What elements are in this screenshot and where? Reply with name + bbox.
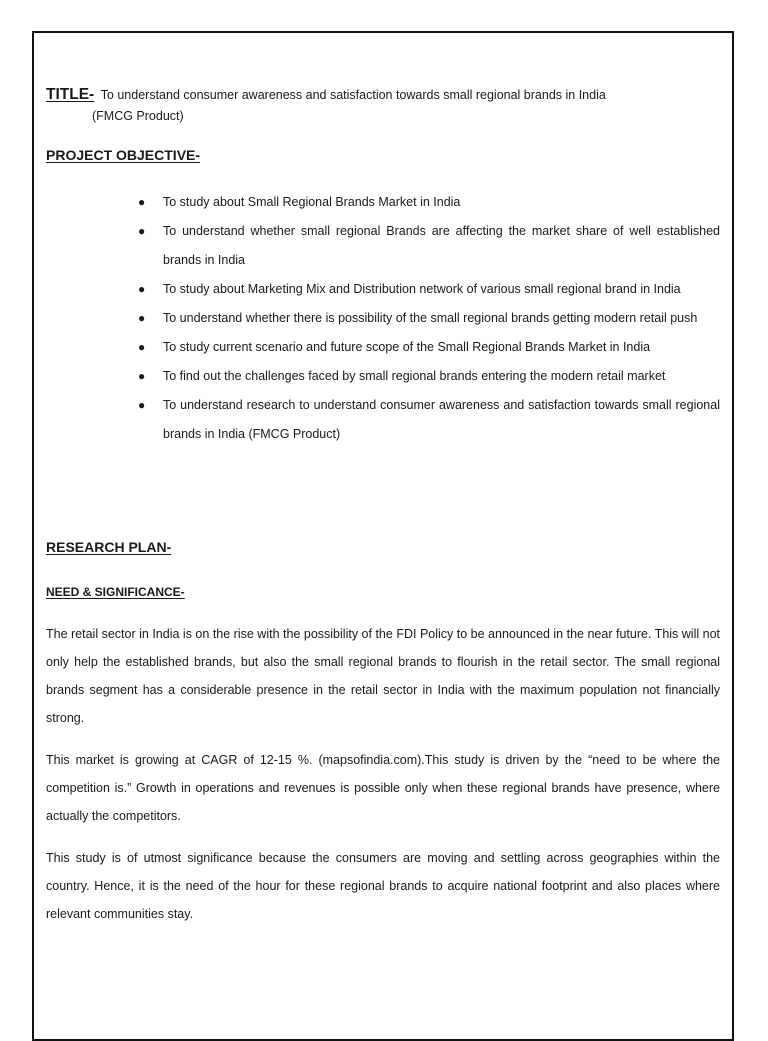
title-continuation: (FMCG Product) bbox=[92, 109, 184, 123]
list-item bbox=[136, 362, 720, 391]
list-item-text: To understand whether small regional Brands are affecting the market share of well established brands in India bbox=[163, 224, 720, 267]
paragraph-market-growth: This market is growing at CAGR of 12-15 %. (mapsofindia.com).This study is driven by the “need to be where the competition is.” Growth in operations and revenues is possible only when these regional brands have presence, where actually the competitors. bbox=[46, 753, 720, 823]
bullet-icon: ● bbox=[138, 311, 146, 325]
list-item-text: To find out the challenges faced by small regional brands entering the modern retail market bbox=[163, 369, 666, 383]
title-text: To understand consumer awareness and satisfaction towards small regional brands in India bbox=[100, 88, 606, 102]
objective-list bbox=[136, 188, 720, 449]
project-objective-heading: PROJECT OBJECTIVE- bbox=[46, 147, 201, 163]
list-item bbox=[136, 391, 720, 449]
bullet-icon: ● bbox=[138, 224, 146, 238]
list-item bbox=[136, 333, 720, 362]
research-plan-heading: RESEARCH PLAN- bbox=[46, 539, 172, 555]
bullet-icon: ● bbox=[138, 369, 146, 383]
paragraph-retail-sector: The retail sector in India is on the rise with the possibility of the FDI Policy to be announced in the near future. This will not only help the established brands, but also the small regional brands to flourish in the retail sector. The small regional brands segment has a considerable presence in the retail sector in India with the maximum population not financially strong. bbox=[46, 627, 720, 725]
list-item-text: To study current scenario and future scope of the Small Regional Brands Market in India bbox=[163, 340, 651, 354]
paragraph-significance: This study is of utmost significance because the consumers are moving and settling across geographies within the country. Hence, it is the need of the hour for these regional brands to acquire national footprint and also places where relevant communities stay. bbox=[46, 851, 720, 921]
list-item-text: To understand research to understand consumer awareness and satisfaction towards small regional brands in India (FMCG Product) bbox=[163, 398, 720, 441]
title-row bbox=[46, 86, 716, 104]
list-item bbox=[136, 217, 720, 275]
bullet-icon: ● bbox=[138, 340, 146, 354]
bullet-icon: ● bbox=[138, 195, 146, 209]
bullet-icon: ● bbox=[138, 398, 146, 412]
need-significance-subheading: NEED & SIGNIFICANCE- bbox=[46, 585, 185, 599]
list-item-text: To study about Small Regional Brands Market in India bbox=[163, 195, 461, 209]
list-item bbox=[136, 188, 720, 217]
list-item-text: To study about Marketing Mix and Distribution network of various small regional brand in India bbox=[163, 282, 681, 296]
bullet-icon: ● bbox=[138, 282, 146, 296]
list-item bbox=[136, 275, 720, 304]
list-item bbox=[136, 304, 720, 333]
list-item-text: To understand whether there is possibility of the small regional brands getting modern retail push bbox=[163, 311, 698, 325]
title-label: TITLE- bbox=[46, 86, 95, 103]
